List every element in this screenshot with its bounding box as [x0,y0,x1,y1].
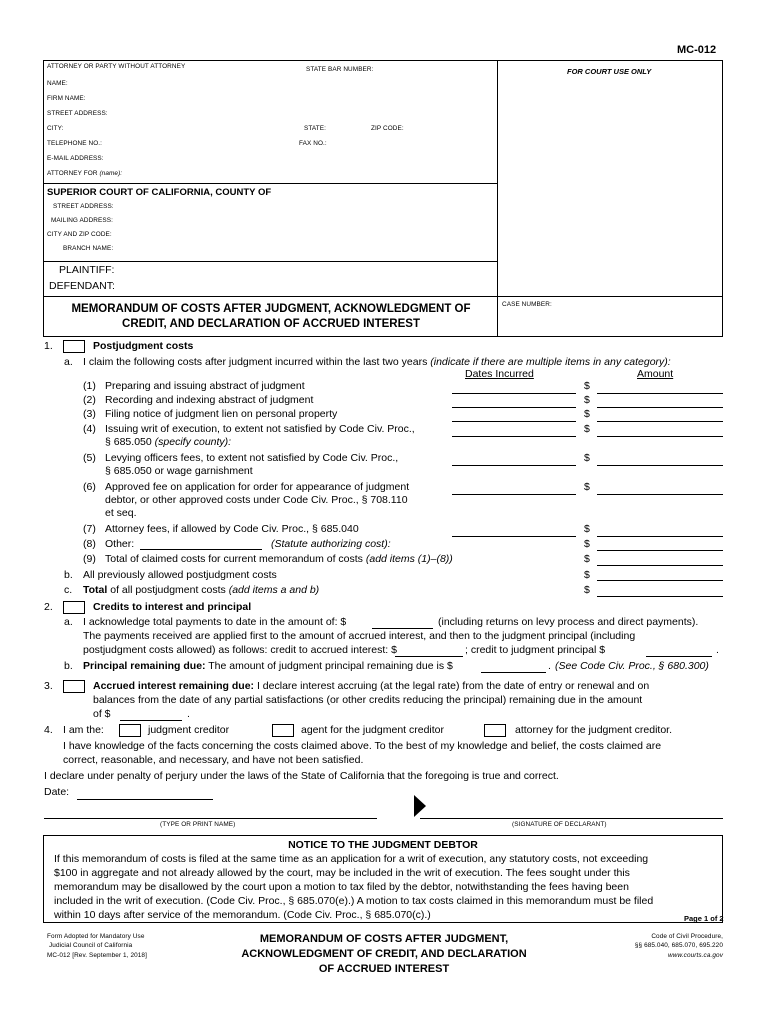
attorney-for-label[interactable] [47,170,122,177]
type-name-caption: (TYPE OR PRINT NAME) [160,821,236,828]
attorney-for-name: (name): [99,170,123,177]
sec1-c-text [83,584,319,597]
sec1-c-bold: Total [83,584,108,596]
signature-caption: (SIGNATURE OF DECLARANT) [512,821,607,828]
footer-title [200,932,568,977]
date-field-2[interactable] [452,407,576,408]
item-8-number: (8) [83,538,96,550]
item-1-number: (1) [83,380,96,392]
sec3-checkbox[interactable] [63,680,85,693]
page-number: Page 1 of 2 [684,914,724,923]
amount-field-6[interactable] [597,494,723,495]
sec2-b-citation: (See Code Civ. Proc., § 680.300) [555,660,709,672]
sec4-i-am: I am the: [63,724,104,736]
sec1-c-hint: (add items a and b) [228,584,320,596]
credit-interest-field[interactable] [395,656,463,657]
firm-label[interactable]: FIRM NAME: [47,95,86,102]
agent-label: agent for the judgment creditor [301,724,445,736]
sec2-a-text: I acknowledge total payments to date in the amount of: $ [83,616,347,628]
sec1-title: Postjudgment costs [93,340,194,352]
sec2-a-text-2: (including returns on levy process and direct payments). [438,616,699,628]
zip-label[interactable]: ZIP CODE: [371,125,404,132]
item-7-number: (7) [83,523,96,535]
notice-line-4: included in the writ of execution. (Code Civ. Proc., § 685.070(e).) A motion to tax costs claimed in this memorandum must be filed [54,895,654,907]
amount-field-b[interactable] [597,580,723,581]
signature-arrow-icon [414,795,428,817]
amount-dollar-4: $ [584,423,590,435]
sec2-b-label: b. [64,660,73,672]
sec1-c-main: of all postjudgment costs [110,584,226,596]
date-field-5[interactable] [452,465,576,466]
sec3-number: 3. [44,680,53,692]
city-label[interactable]: CITY: [47,125,64,132]
sec4-line-3: correct, reasonable, and necessary, and have not been satisfied. [63,754,364,766]
judgment-creditor-checkbox[interactable] [119,724,141,737]
name-label[interactable]: NAME: [47,80,68,87]
notice-line-1: If this memorandum of costs is filed at the same time as an application for a writ of execution, any statutory costs, not exceeding [54,853,649,865]
date-field[interactable] [77,799,213,800]
item-6-label-3: et seq. [105,507,137,519]
amount-field-c[interactable] [597,596,723,597]
item-2-number: (2) [83,394,96,406]
date-field-6[interactable] [452,494,576,495]
amount-dollar-5: $ [584,452,590,464]
footer-title-line-1: MEMORANDUM OF COSTS AFTER JUDGMENT, [259,933,509,945]
amount-field-5[interactable] [597,465,723,466]
footer-title-line-3: OF ACCRUED INTEREST [318,963,450,975]
declaration-text: I declare under penalty of perjury under the laws of the State of California that the foregoing is true and correct. [44,770,559,782]
item-3-label: Filing notice of judgment lien on personal property [105,408,338,420]
footer-website[interactable]: www.courts.ca.gov [668,952,723,959]
item-4-county-hint: (specify county): [154,436,232,448]
item-4-county [105,436,231,449]
phone-label[interactable]: TELEPHONE NO.: [47,140,103,147]
item-5-label: Levying officers fees, to extent not satisfied by Code Civ. Proc., [105,452,399,464]
street-label[interactable]: STREET ADDRESS: [47,110,108,117]
sec2-a-line-2: The payments received are applied first to the amount of accrued interest, and then to the judgment principal (including [83,630,636,642]
attorney-label-option: attorney for the judgment creditor. [515,724,673,736]
item-4-number: (4) [83,423,96,435]
amount-field-9[interactable] [597,565,723,566]
sec3-line-2: balances from the date of any partial satisfactions (or other credits reducing the principal) remaining due in the amount [93,694,643,706]
item-5-number: (5) [83,452,96,464]
sec2-checkbox[interactable] [63,601,85,614]
sec3-text: I declare interest accruing (at the legal rate) from the date of entry or renewal and on [256,680,650,692]
item-3-number: (3) [83,408,96,420]
amount-field-2[interactable] [597,407,723,408]
amount-dollar-9: $ [584,553,590,565]
form-number: MC-012 [677,44,717,56]
date-field-3[interactable] [452,421,576,422]
amount-field-4[interactable] [597,436,723,437]
total-payments-field[interactable] [372,628,433,629]
amount-field-8[interactable] [597,550,723,551]
document-title-line-2: CREDIT, AND DECLARATION OF ACCRUED INTEREST [122,318,420,330]
notice-title: NOTICE TO THE JUDGMENT DEBTOR [288,839,478,851]
footer-sections: §§ 685.040, 685.070, 695.220 [634,942,723,949]
date-field-4[interactable] [452,436,576,437]
item-8-label: Other: [105,538,135,550]
sec2-b-period: . [548,660,551,672]
print-name-field[interactable] [44,818,377,819]
sec1-a-label: a. [64,356,73,368]
item-9-text: Total of claimed costs for current memorandum of costs [105,553,363,565]
item-8-statute-hint: (Statute authorizing cost): [271,538,391,550]
sec3-line-3: of $ [93,708,111,720]
sec1-a-text [83,356,671,369]
state-bar-label: STATE BAR NUMBER: [306,66,374,73]
item-5-label-2: § 685.050 or wage garnishment [105,465,253,477]
notice-line-5: within 10 days after service of the memorandum. (Code Civ. Proc., § 685.070(c).) [54,909,431,921]
item-6-number: (6) [83,481,96,493]
judgment-creditor-label: judgment creditor [148,724,230,736]
amount-dollar-b: $ [584,569,590,581]
item-8-other-field[interactable] [140,549,262,550]
sec4-number: 4. [44,724,53,736]
sec3-line-1 [93,680,649,693]
amount-field-7[interactable] [597,536,723,537]
footer-revision: MC-012 [Rev. September 1, 2018] [47,952,147,959]
accrued-interest-field[interactable] [120,720,182,721]
date-field-7[interactable] [452,536,576,537]
footer-title-line-2: ACKNOWLEDGMENT OF CREDIT, AND DECLARATION [241,948,527,960]
footer-council: Judicial Council of California [49,942,133,949]
document-title-line-1: MEMORANDUM OF COSTS AFTER JUDGMENT, ACKNOWLEDGMENT OF [71,303,471,315]
sec4-line-2: I have knowledge of the facts concerning the costs claimed above. To the best of my knowledge and belief, the costs claimed are [63,740,662,752]
item-2-label: Recording and indexing abstract of judgment [105,394,314,406]
item-9-hint: (add items (1)–(8)) [365,553,453,565]
sec1-a-main: I claim the following costs after judgment incurred within the last two years [83,356,428,368]
document-title [45,302,497,332]
sec2-b-bold: Principal remaining due: [83,660,206,672]
sec1-b-label: b. [64,569,73,581]
amount-field-1[interactable] [597,393,723,394]
credit-principal-field[interactable] [646,656,712,657]
item-9-number: (9) [83,553,96,565]
date-field-1[interactable] [452,393,576,394]
amount-dollar-6: $ [584,481,590,493]
sec2-b-main: The amount of judgment principal remaining due is $ [208,660,453,672]
court-mailing-label[interactable]: MAILING ADDRESS: [51,217,113,224]
notice-line-3: memorandum may be disallowed by the court upon a motion to tax filed by the debtor, notwithstanding the fees having been [54,881,629,893]
court-street-label[interactable]: STREET ADDRESS: [53,203,114,210]
amount-dollar-1: $ [584,380,590,392]
attorney-checkbox[interactable] [484,724,506,737]
state-label[interactable]: STATE: [304,125,327,132]
court-city-label[interactable]: CITY AND ZIP CODE: [47,231,112,238]
sec1-a-italic: (indicate if there are multiple items in any category): [430,356,671,368]
sec2-a-label: a. [64,616,73,628]
item-9-label [105,553,453,566]
court-use-label: FOR COURT USE ONLY [567,67,652,76]
item-4-label: Issuing writ of execution, to extent not satisfied by Code Civ. Proc., [105,423,415,435]
attorney-label: ATTORNEY OR PARTY WITHOUT ATTORNEY [47,63,186,70]
principal-remaining-field[interactable] [481,672,546,673]
sec2-b-text [83,660,453,673]
sec2-a-principal-text: ; credit to judgment principal $ [465,644,606,656]
sec1-c-label: c. [64,584,73,596]
court-branch-label[interactable]: BRANCH NAME: [63,245,114,252]
sec3-bold: Accrued interest remaining due: [93,680,255,692]
amount-dollar-2: $ [584,394,590,406]
item-4-statute: § 685.050 [105,436,152,448]
sec1-number: 1. [44,340,53,352]
sec1-b-text: All previously allowed postjudgment costs [83,569,277,581]
item-1-label: Preparing and issuing abstract of judgment [105,380,305,392]
attorney-for-text: ATTORNEY FOR [47,170,98,177]
sec2-a-period: . [716,644,719,656]
footer-code: Code of Civil Procedure, [651,933,723,940]
amount-dollar-3: $ [584,408,590,420]
sec1-checkbox[interactable] [63,340,85,353]
item-7-label: Attorney fees, if allowed by Code Civ. Proc., § 685.040 [105,523,359,535]
footer-adopted: Form Adopted for Mandatory Use [47,933,145,940]
amount-dollar-c: $ [584,584,590,596]
case-number-label[interactable]: CASE NUMBER: [502,301,552,308]
col-amount-header: Amount [637,368,674,380]
col-dates-header: Dates Incurred [465,368,534,380]
sec3-period: . [187,708,190,720]
agent-checkbox[interactable] [272,724,294,737]
email-label[interactable]: E-MAIL ADDRESS: [47,155,104,162]
date-label: Date: [44,786,70,798]
court-title: SUPERIOR COURT OF CALIFORNIA, COUNTY OF [47,187,272,198]
amount-dollar-8: $ [584,538,590,550]
item-6-label: Approved fee on application for order for appearance of judgment [105,481,410,493]
plaintiff-label[interactable]: PLAINTIFF: [59,264,115,276]
sec2-number: 2. [44,601,53,613]
defendant-label[interactable]: DEFENDANT: [49,280,115,292]
signature-field[interactable] [420,818,723,819]
amount-dollar-7: $ [584,523,590,535]
sec2-title: Credits to interest and principal [93,601,252,613]
item-6-label-2: debtor, or other approved costs under Code Civ. Proc., § 708.110 [105,494,408,506]
notice-line-2: $100 in aggregate and not already allowed by the court, may be included in the writ of execution. The fees sought under this [54,867,630,879]
sec2-a-line-3: postjudgment costs allowed) as follows: credit to accrued interest: $ [83,644,397,656]
amount-field-3[interactable] [597,421,723,422]
fax-label[interactable]: FAX NO.: [299,140,327,147]
